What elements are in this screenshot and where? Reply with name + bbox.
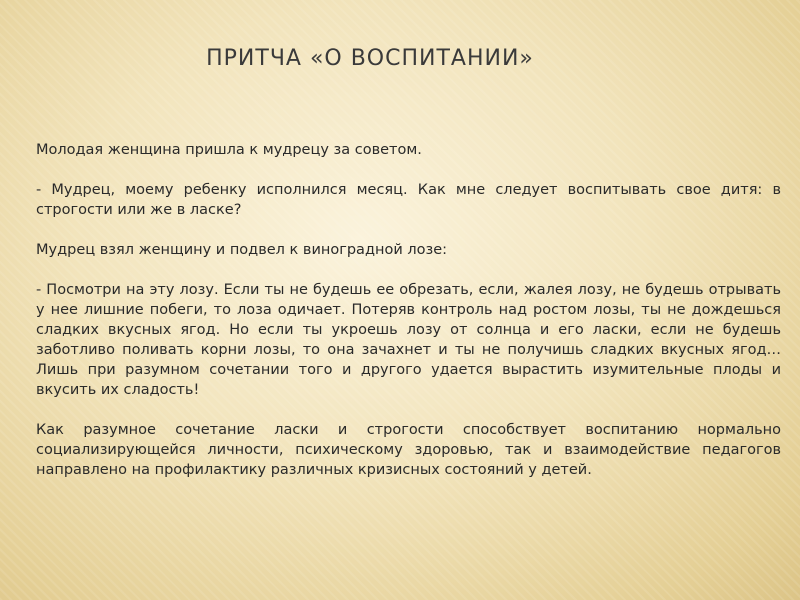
paragraph-2: - Мудрец, моему ребенку исполнился месяц. Как мне следует воспитывать свое дитя: в строгости или же в ласке? xyxy=(36,182,781,218)
paragraph-4: - Посмотри на эту лозу. Если ты не будешь ее обрезать, если, жалея лозу, не будешь отрывать у нее лишние побеги, то лоза одичает. Потеряв контроль над ростом лозы, ты не дождешься сладких вкусных ягод. Но если ты укроешь лозу от солнца и его ласки, если не будешь заботливо поливать корни лозы, то она зачахнет и ты не получишь сладких вкусных ягод… Лишь при разумном сочетании того и другого удается вырастить изумительные плоды и вкусить их сладость! xyxy=(36,282,781,398)
paragraph-1: Молодая женщина пришла к мудрецу за советом. xyxy=(36,142,422,158)
slide-body xyxy=(36,140,781,480)
paragraph-3: Мудрец взял женщину и подвел к виноградной лозе: xyxy=(36,242,448,258)
paragraph-5: Как разумное сочетание ласки и строгости способствует воспитанию нормально социализирующейся личности, психическому здоровью, так и взаимодействие педагогов направлено на профилактику различных кризисных состояний у детей. xyxy=(36,422,781,478)
slide-title: ПРИТЧА «О ВОСПИТАНИИ» xyxy=(206,46,534,71)
